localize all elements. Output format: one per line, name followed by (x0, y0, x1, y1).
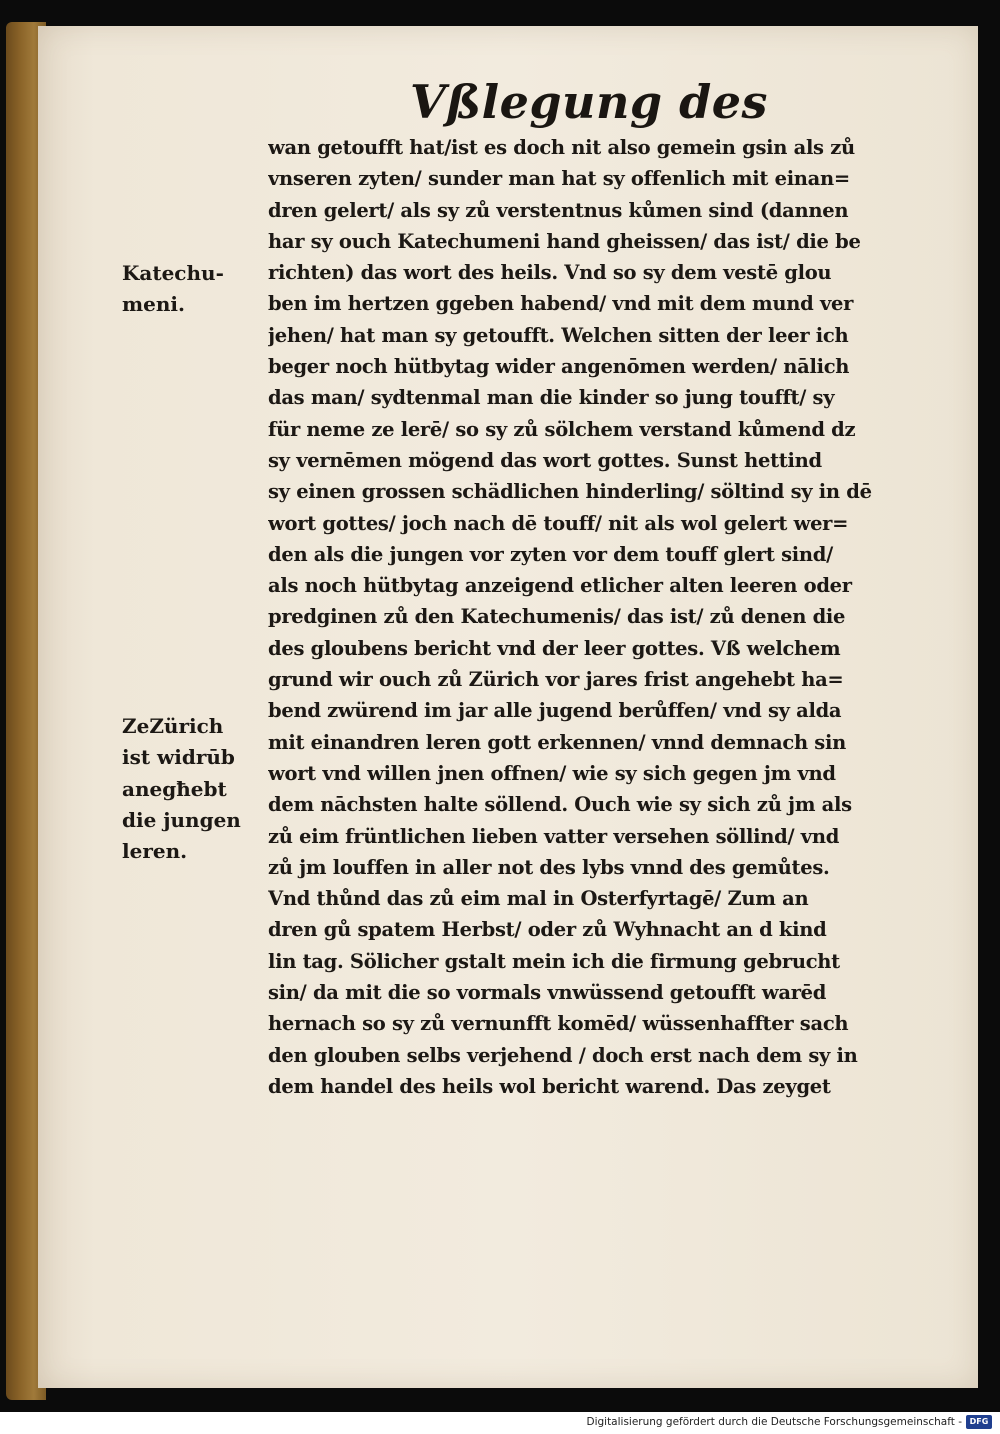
text-line: sy vernēmen mögend das wort gottes. Sunst hettind (268, 448, 822, 472)
text-line: Vnd thůnd das zů eim mal in Osterfyrtagē/ Zum an (268, 887, 809, 911)
text-line: dren gů spatem Herbst/ oder zů Wyhnacht an d kind (268, 918, 827, 942)
text-line: beger noch hütbytag wider angenōmen werden/ nālich (268, 355, 850, 379)
text-line: zů jm louffen in aller not des lybs vnnd des gemůtes. (268, 855, 830, 879)
marginal-line: die jungen (122, 807, 241, 832)
text-line: für neme ze lerē/ so sy zů sölchem verstand kůmend dz (268, 417, 856, 441)
body-text (268, 132, 923, 1102)
footer-bar (0, 1412, 1000, 1434)
marginal-line: ZeZürich (122, 714, 224, 738)
text-line: lin tag. Sölicher gstalt mein ich die firmung gebrucht (268, 949, 840, 973)
text-line: ben im hertzen ggeben habend/ vnd mit dem mund ver (268, 292, 854, 316)
text-line: vnseren zyten/ sunder man hat sy offenlich mit einan= (268, 167, 850, 191)
text-line: wan getoufft hat/ist es doch nit also gemein gsin als zů (268, 136, 855, 159)
text-line: dem nāchsten halte söllend. Ouch wie sy sich zů jm als (268, 793, 852, 817)
marginal-note-zurich (122, 711, 262, 867)
text-line: sin/ da mit die so vormals vnwüssend getoufft warēd (268, 981, 827, 1005)
text-line: predginen zů den Katechumenis/ das ist/ zů denen die (268, 605, 846, 629)
text-line: richten) das wort des heils. Vnd so sy dem vestē glou (268, 261, 832, 285)
text-line: mit einandren leren gott erkennen/ vnnd demnach sin (268, 730, 846, 754)
marginal-line: ist widrūb (122, 745, 235, 770)
marginal-note-katechumeni (122, 258, 262, 321)
text-line: dem handel des heils wol bericht warend. Das zeyget (268, 1074, 831, 1098)
dfg-logo: DFG (966, 1415, 992, 1429)
running-head: Vßlegung des (410, 75, 768, 129)
marginal-line: leren. (122, 839, 188, 864)
marginal-line: anegħebt (122, 776, 227, 801)
text-line: sy einen grossen schädlichen hinderling/ söltind sy in dē (268, 480, 872, 504)
text-line: jehen/ hat man sy getoufft. Welchen sitten der leer ich (268, 323, 849, 347)
text-line: wort gottes/ joch nach dē touff/ nit als wol gelert wer= (268, 511, 849, 535)
funding-credit: Digitalisierung gefördert durch die Deutsche Forschungsgemeinschaft - (586, 1416, 962, 1428)
text-line: des gloubens bericht vnd der leer gottes. Vß welchem (268, 636, 841, 660)
text-line: den als die jungen vor zyten vor dem touff glert sind/ (268, 542, 833, 566)
text-line: grund wir ouch zů Zürich vor jares frist angehebt ha= (268, 668, 844, 692)
text-line: den glouben selbs verjehend / doch erst nach dem sy in (268, 1043, 858, 1067)
text-line: dren gelert/ als sy zů verstentnus kůmen sind (dannen (268, 198, 849, 222)
marginal-line: meni. (122, 292, 185, 317)
text-line: hernach so sy zů vernunfft komēd/ wüssenhaffter sach (268, 1012, 849, 1036)
text-line: als noch hütbytag anzeigend etlicher alten leeren oder (268, 574, 852, 598)
text-line: zů eim früntlichen lieben vatter versehen söllind/ vnd (268, 824, 840, 848)
text-line: har sy ouch Katechumeni hand gheissen/ das ist/ die be (268, 229, 861, 253)
marginal-line: Katechu- (122, 261, 224, 285)
text-line: das man/ sydtenmal man die kinder so jung toufft/ sy (268, 386, 835, 410)
text-line: wort vnd willen jnen offnen/ wie sy sich gegen jm vnd (268, 761, 836, 785)
text-line: bend zwürend im jar alle jugend berůffen/ vnd sy alda (268, 699, 842, 723)
